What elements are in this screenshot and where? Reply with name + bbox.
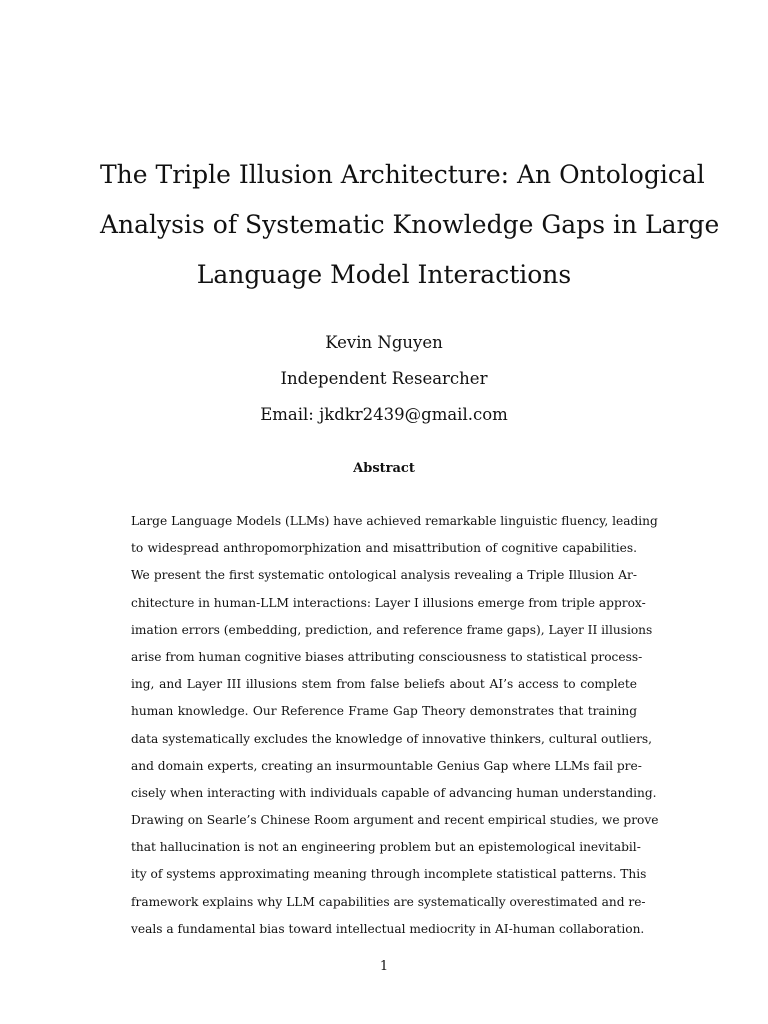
abstract-line: that hallucination is not an engineering problem but an epistemological inevitabil- — [131, 840, 641, 855]
title-line: Analysis of Systematic Knowledge Gaps in Large — [100, 210, 720, 239]
abstract-line: imation errors (embedding, prediction, and reference frame gaps), Layer II illusions — [131, 622, 653, 637]
title-line: The Triple Illusion Architecture: An Ontological — [100, 160, 705, 189]
abstract-line: ity of systems approximating meaning through incomplete statistical patterns. This — [131, 867, 647, 882]
abstract-line: cisely when interacting with individuals capable of advancing human understanding. — [131, 785, 657, 800]
abstract-line: and domain experts, creating an insurmountable Genius Gap where LLMs fail pre- — [131, 758, 642, 773]
author-email: Email: jkdkr2439@gmail.com — [260, 405, 508, 424]
author-name: Kevin Nguyen — [325, 333, 443, 352]
abstract-line: framework explains why LLM capabilities are systematically overestimated and re- — [131, 894, 646, 909]
abstract-line: Drawing on Searle’s Chinese Room argument and recent empirical studies, we prove — [131, 813, 659, 828]
abstract-line: Large Language Models (LLMs) have achieved remarkable linguistic fluency, leading — [131, 514, 658, 528]
abstract-line: human knowledge. Our Reference Frame Gap Theory demonstrates that training — [131, 704, 637, 719]
abstract-body — [131, 508, 659, 943]
author-affiliation: Independent Researcher — [280, 369, 488, 388]
abstract-line: ing, and Layer III illusions stem from false beliefs about AI’s access to complete — [131, 677, 637, 692]
abstract-heading: Abstract — [353, 461, 415, 476]
title-line: Language Model Interactions — [196, 260, 572, 289]
abstract-line: veals a fundamental bias toward intellectual mediocrity in AI-human collaboration. — [131, 921, 645, 936]
paper-title — [100, 150, 720, 300]
abstract-line: arise from human cognitive biases attributing consciousness to statistical process- — [131, 649, 643, 664]
abstract-line: chitecture in human-LLM interactions: Layer I illusions emerge from triple approx- — [131, 595, 646, 610]
abstract-line: data systematically excludes the knowledge of innovative thinkers, cultural outliers, — [131, 731, 653, 746]
page-number: 1 — [379, 959, 389, 974]
author-block — [100, 325, 668, 433]
abstract-line: We present the first systematic ontological analysis revealing a Triple Illusion Ar- — [131, 568, 637, 583]
abstract-line: to widespread anthropomorphization and misattribution of cognitive capabilities. — [131, 541, 637, 556]
